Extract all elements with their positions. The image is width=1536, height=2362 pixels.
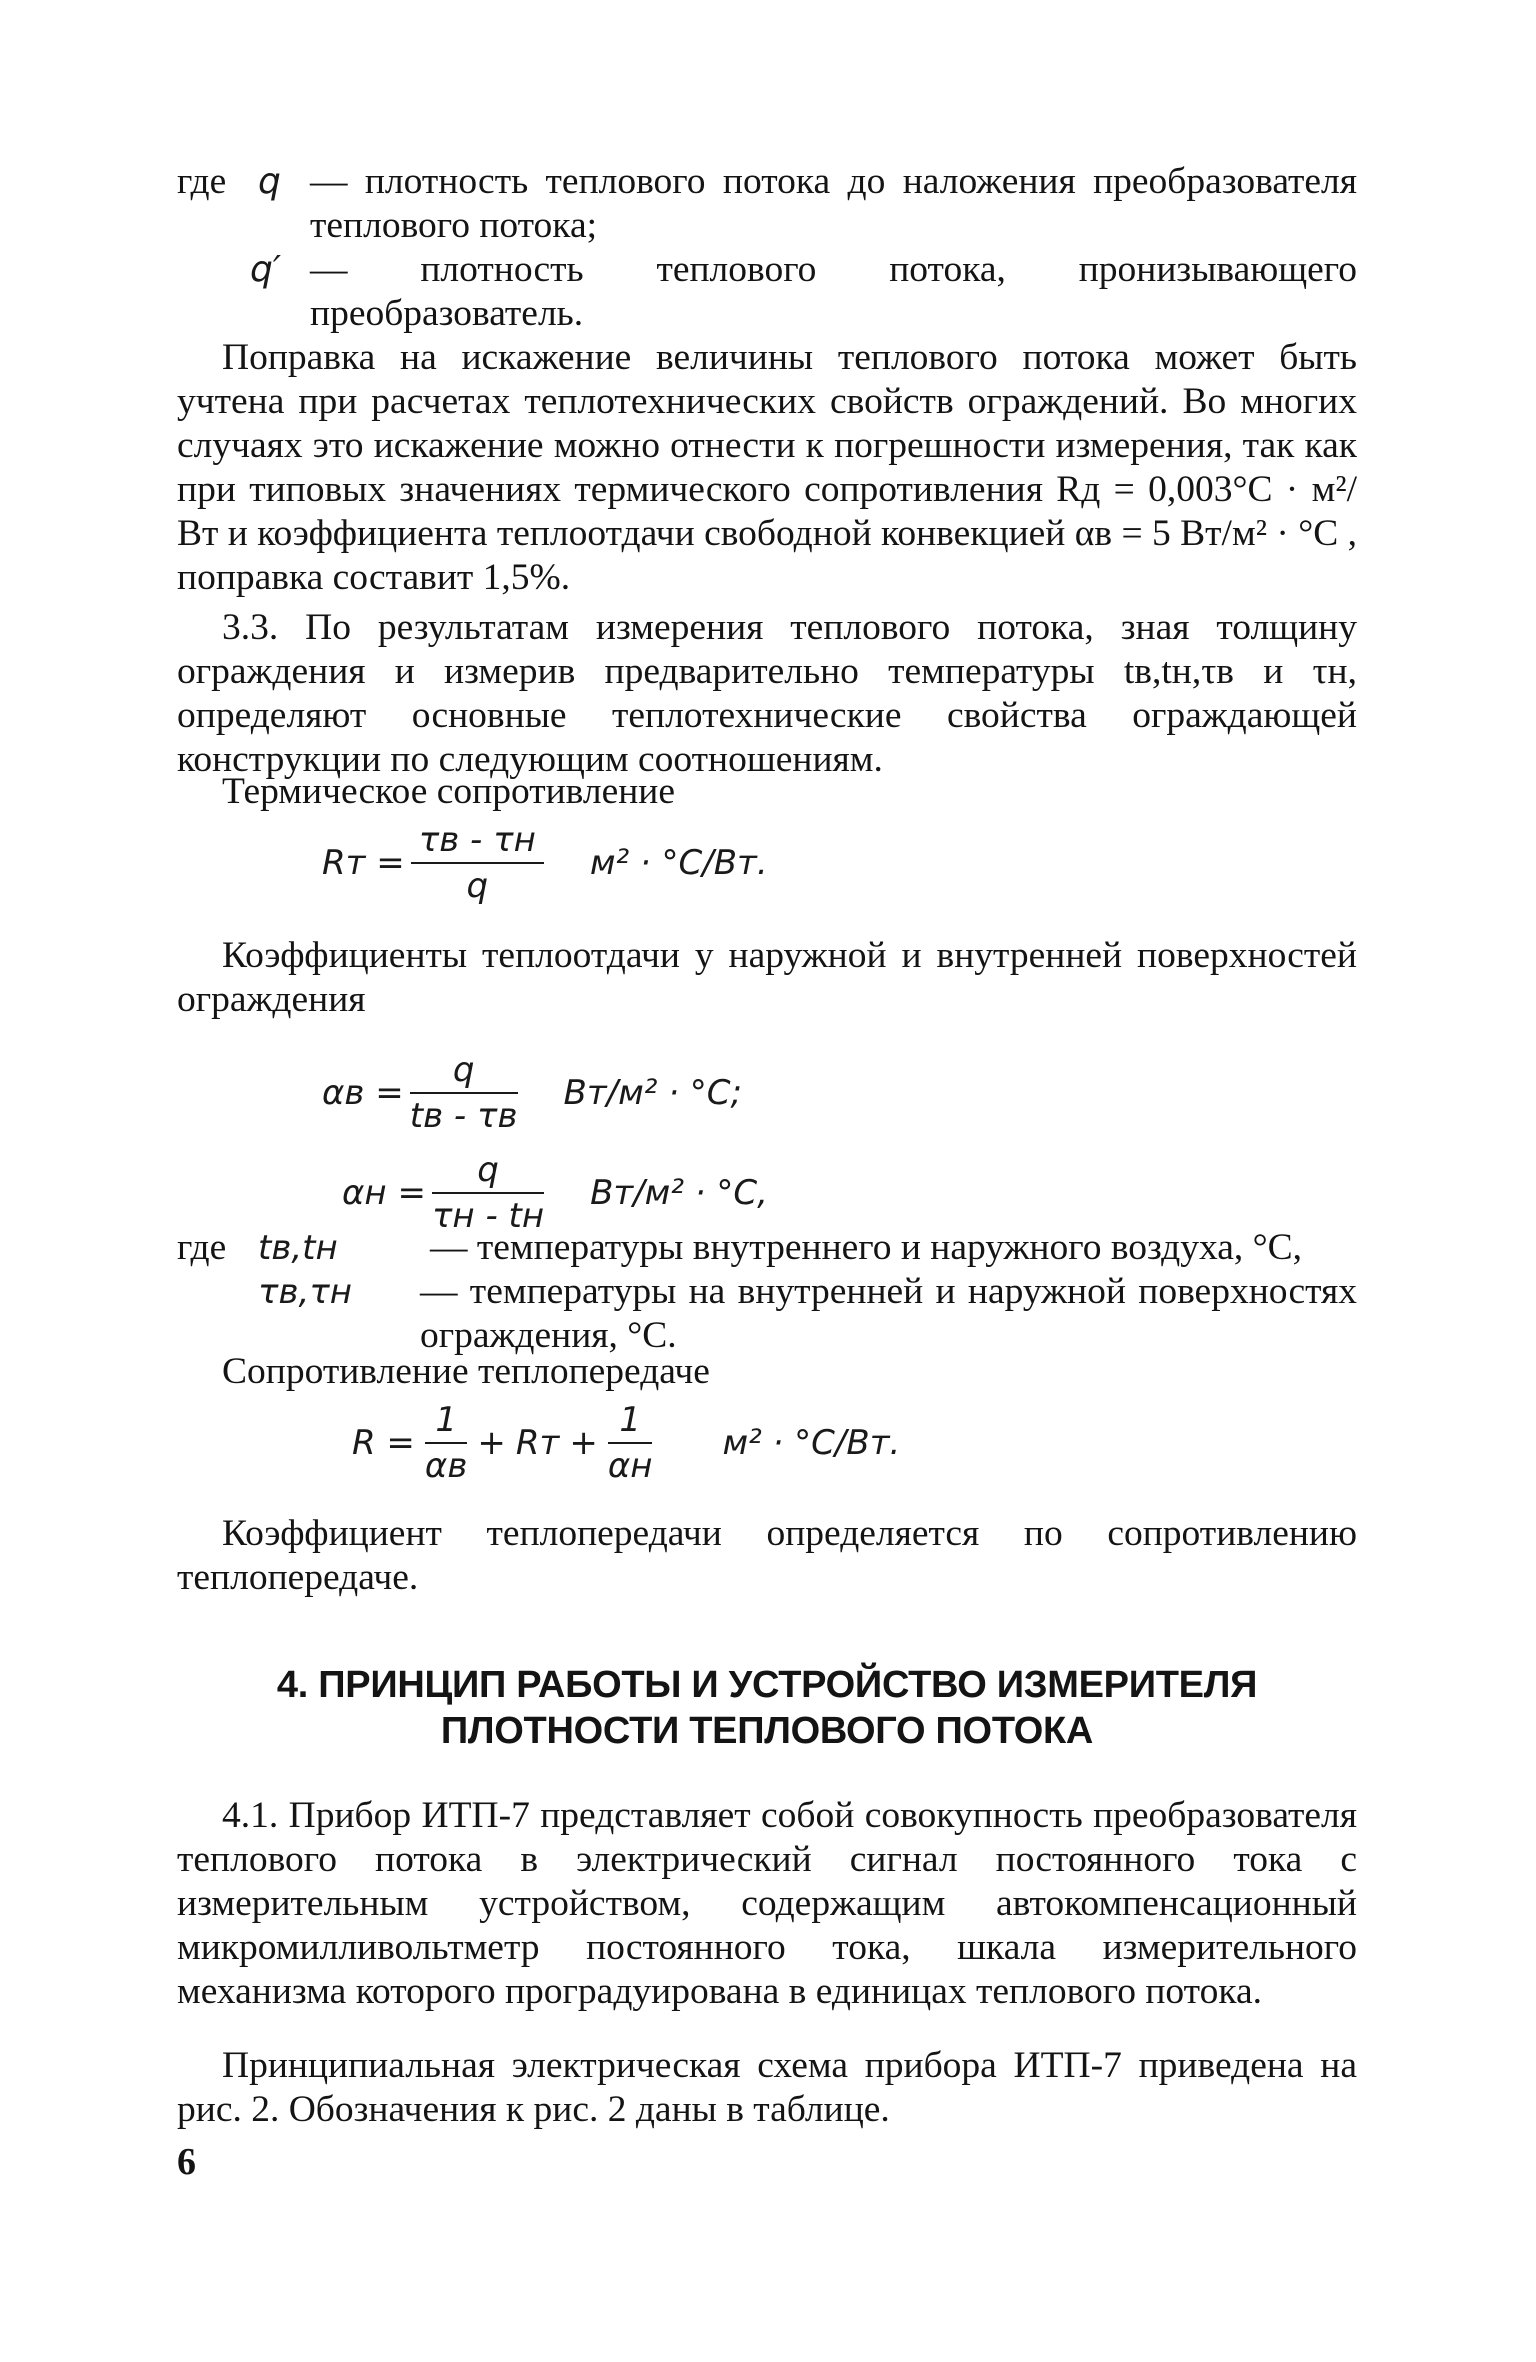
htr-term1-den: αв xyxy=(424,1446,468,1486)
htr-term1 xyxy=(425,1400,467,1486)
alpha-in-numerator: q xyxy=(410,1050,518,1094)
thermal-resistance-formula xyxy=(322,820,768,906)
htr-middle: Rт xyxy=(515,1423,560,1463)
paragraph-coefficient: Коэффициент теплопередачи определяется по сопротивлению теплопередаче. xyxy=(177,1513,1357,1598)
section-heading-line2: ПЛОТНОСТИ ТЕПЛОВОГО ПОТОКА xyxy=(440,1710,1094,1752)
thermal-resistance-label: Термическое сопротивление xyxy=(222,771,676,812)
htr-plus2: + xyxy=(569,1423,598,1463)
section-heading-line1: 4. ПРИНЦИП РАБОТЫ И УСТРОЙСТВО ИЗМЕРИТЕЛЯ xyxy=(276,1664,1258,1706)
heat-transfer-resistance-label: Сопротивление теплопередаче xyxy=(222,1351,710,1392)
q-prime-symbol: q′ xyxy=(250,249,282,290)
htr-term2-den: αн xyxy=(607,1446,653,1486)
page-number: 6 xyxy=(177,2141,196,2183)
htr-plus1: + xyxy=(477,1423,506,1463)
alpha-out-denominator: τн - tн xyxy=(431,1196,545,1236)
paragraph-correction: Поправка на искажение величины теплового потока может быть учтена при расчетах теплотехнических свойств ограждений. Во многих случаях это искажение можно отнести к погрешности измерения, так как при типовых значениях термического сопротивления Rд = 0,003°С · м²/Вт и коэффициента теплоотдачи свободной конвекцией αв = 5 Вт/м² · °С , поправка составит 1,5%. xyxy=(177,337,1357,598)
q-definition-text: — плотность теплового потока до наложения преобразователя теплового потока; xyxy=(310,161,1357,246)
htr-unit: м² · °С/Вт. xyxy=(722,1423,901,1463)
q-prime-definition-text: — плотность теплового потока, пронизывающего преобразователь. xyxy=(310,249,1357,334)
t-definition: — температуры внутреннего и наружного воздуха, °С, xyxy=(430,1227,1303,1268)
htr-term2-num: 1 xyxy=(608,1400,653,1444)
paragraph-3-3: 3.3. По результатам измерения теплового потока, зная толщину ограждения и измерив предварительно температуры tв,tн,τв и τн, определяют основные теплотехнические свойства ограждающей конструкции по следующим соотношениям. xyxy=(177,607,1357,780)
alpha-in-fraction xyxy=(410,1050,518,1136)
alpha-out-formula xyxy=(342,1150,768,1236)
alpha-out-lhs: αн = xyxy=(342,1173,426,1213)
q-prime-definition xyxy=(310,248,1357,336)
htr-lhs: R = xyxy=(352,1423,415,1463)
thermal-resistance-unit: м² · °С/Вт. xyxy=(589,843,768,883)
thermal-resistance-denominator: q xyxy=(466,866,489,906)
htr-term2 xyxy=(608,1400,653,1486)
tau-definition-text: — температуры на внутренней и наружной поверхностях ограждения, °С. xyxy=(420,1271,1357,1356)
alpha-in-formula xyxy=(322,1050,742,1136)
thermal-resistance-fraction xyxy=(411,820,544,906)
heat-transfer-resistance-formula xyxy=(352,1400,900,1486)
thermal-resistance-numerator: τв - τн xyxy=(411,820,544,864)
thermal-resistance-lhs: Rт = xyxy=(322,843,405,883)
alpha-in-denominator: tв - τв xyxy=(409,1096,518,1136)
alpha-out-fraction xyxy=(432,1150,544,1236)
paragraph-4-1: 4.1. Прибор ИТП-7 представляет собой совокупность преобразователя теплового потока в электрический сигнал постоянного тока с измерительным устройством, содержащим автокомпенсационный микромилливольтметр постоянного тока, шкала измерительного механизма которого проградуирована в единицах теплового потока. xyxy=(177,1795,1357,2012)
alpha-in-lhs: αв = xyxy=(322,1073,404,1113)
coefficients-label: Коэффициенты теплоотдачи у наружной и внутренней поверхностей ограждения xyxy=(177,935,1357,1020)
tau-definition xyxy=(420,1270,1357,1358)
alpha-in-unit: Вт/м² · °С; xyxy=(563,1073,742,1113)
alpha-out-numerator: q xyxy=(432,1150,544,1194)
tau-symbols: τв,τн xyxy=(258,1272,353,1312)
q-symbol: q xyxy=(258,161,281,202)
where-label-mid: где xyxy=(177,1227,227,1268)
alpha-out-unit: Вт/м² · °С, xyxy=(590,1173,768,1213)
q-definition xyxy=(310,160,1357,248)
paragraph-schema: Принципиальная электрическая схема прибора ИТП-7 приведена на рис. 2. Обозначения к рис. 2 даны в таблице. xyxy=(177,2045,1357,2130)
htr-term1-num: 1 xyxy=(425,1400,467,1444)
t-symbols: tв,tн xyxy=(258,1228,338,1268)
where-label-top: где xyxy=(177,161,227,202)
